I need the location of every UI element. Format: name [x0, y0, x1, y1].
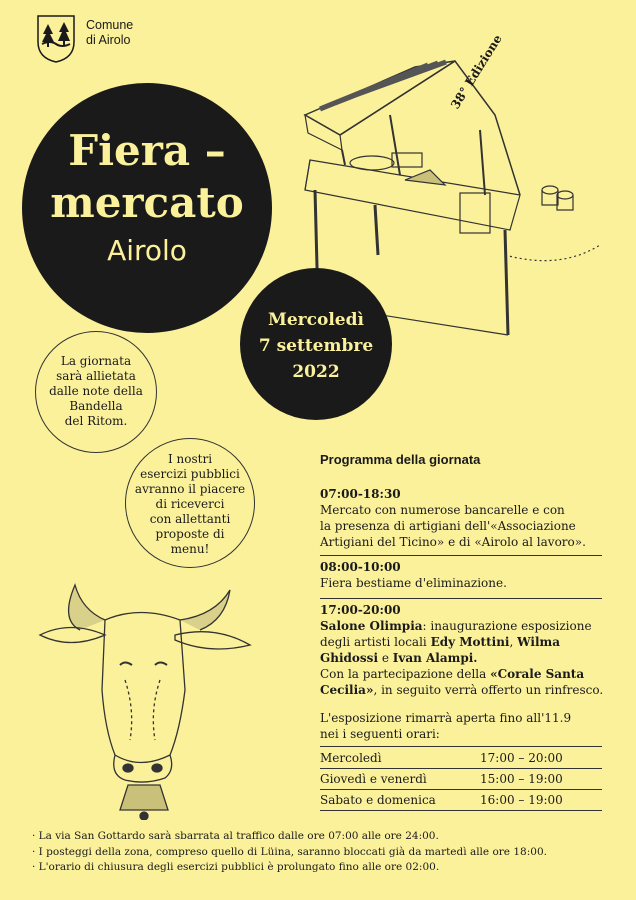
- bubble1-line: del Ritom.: [64, 414, 128, 428]
- program-line: [320, 650, 606, 666]
- note-line: · I posteggi della zona, compreso quello di Lüina, saranno bloccati già da martedì alle ore 18:00.: [32, 845, 547, 858]
- edition-label: 38° Edizione: [448, 32, 505, 112]
- divider: [320, 746, 602, 747]
- date-year: 2022: [292, 362, 340, 382]
- program-line: Artigiani del Ticino» e di «Airolo al lavoro».: [320, 535, 586, 549]
- schedule-hours: 17:00 – 20:00: [480, 751, 563, 765]
- program-line: Fiera bestiame d'eliminazione.: [320, 576, 507, 590]
- title-circle: [22, 83, 272, 333]
- municipal-crest-icon: [36, 14, 76, 64]
- program-text: degli artisti locali: [320, 635, 431, 649]
- schedule-hours: 15:00 – 19:00: [480, 772, 563, 786]
- program-line: la presenza di artigiani dell'«Associazione: [320, 519, 576, 533]
- artist-name: Edy Mottini: [430, 635, 510, 649]
- choir-name: «Corale Santa: [490, 667, 585, 681]
- program-block-3: [320, 602, 606, 698]
- divider: [320, 768, 602, 769]
- bubble1-line: sarà allietata: [56, 369, 136, 383]
- bubble2-line: di riceverci: [155, 497, 225, 511]
- program-line: [320, 618, 606, 634]
- title-line2: mercato: [50, 178, 244, 227]
- exhibition-note: [320, 710, 606, 742]
- program-line: Mercato con numerose bancarelle e con: [320, 503, 565, 517]
- municipality-line1: Comune: [86, 18, 134, 32]
- schedule-hours: 16:00 – 19:00: [480, 793, 563, 807]
- bubble2-line: avranno il piacere: [134, 482, 246, 496]
- date-day-month: 7 settembre: [258, 336, 374, 356]
- bubble1-line: dalle note della: [49, 384, 143, 398]
- schedule-days: Giovedì e venerdì: [320, 772, 427, 786]
- program-text: e: [378, 651, 393, 665]
- program-text: Con la partecipazione della: [320, 667, 491, 681]
- program-block-1: [320, 486, 606, 550]
- divider: [320, 789, 602, 790]
- schedule-days: Mercoledì: [320, 751, 382, 765]
- bubble1-line: La giornata: [60, 354, 132, 368]
- note-line: · L'orario di chiusura degli esercizi pubblici è prolungato fino alle ore 02:00.: [32, 861, 440, 873]
- date-weekday: Mercoledì: [268, 310, 364, 330]
- program-time: 17:00-20:00: [320, 603, 401, 617]
- municipality-name: [86, 18, 133, 48]
- bubble1-line: Bandella: [69, 399, 123, 413]
- divider: [320, 810, 602, 811]
- program-line: [320, 682, 606, 698]
- restaurants-bubble: [125, 438, 255, 568]
- schedule-days: Sabato e domenica: [320, 793, 436, 807]
- program-line: [320, 634, 606, 650]
- exhibition-line: L'esposizione rimarrà aperta fino all'11.9: [320, 711, 572, 725]
- program-time: 07:00-18:30: [320, 487, 401, 501]
- music-note-bubble: [35, 331, 157, 453]
- program-time: 08:00-10:00: [320, 560, 401, 574]
- title-place: Airolo: [107, 234, 187, 267]
- footer-notes: [32, 829, 622, 876]
- note-line: · La via San Gottardo sarà sbarrata al traffico dalle ore 07:00 alle ore 24:00.: [32, 830, 439, 842]
- artist-name: Ivan Alampi.: [392, 651, 478, 665]
- exhibition-line: nei i seguenti orari:: [320, 727, 440, 741]
- date-circle: [240, 268, 392, 420]
- municipality-line2: di Airolo: [86, 33, 131, 47]
- bubble2-line: esercizi pubblici: [140, 467, 240, 481]
- cow-illustration: [20, 580, 260, 820]
- program-block-2: [320, 559, 606, 591]
- choir-name: Cecilia»: [320, 683, 374, 697]
- program-title: Programma della giornata: [320, 452, 481, 467]
- artist-name: Ghidossi: [320, 651, 378, 665]
- bubble2-line: proposte di: [155, 527, 225, 541]
- divider: [320, 598, 602, 599]
- program-text: : inaugurazione esposizione: [422, 619, 592, 633]
- program-line: [320, 666, 606, 682]
- bubble2-line: menu!: [170, 542, 210, 556]
- title-line1: Fiera –: [68, 126, 226, 175]
- venue-name: Salone Olimpia: [320, 619, 423, 633]
- program-text: , in seguito verrà offerto un rinfresco.: [373, 683, 604, 697]
- program-text: ,: [509, 635, 518, 649]
- artist-name: Wilma: [517, 635, 560, 649]
- bubble2-line: I nostri: [167, 452, 213, 466]
- divider: [320, 555, 602, 556]
- bubble2-line: con allettanti: [149, 512, 231, 526]
